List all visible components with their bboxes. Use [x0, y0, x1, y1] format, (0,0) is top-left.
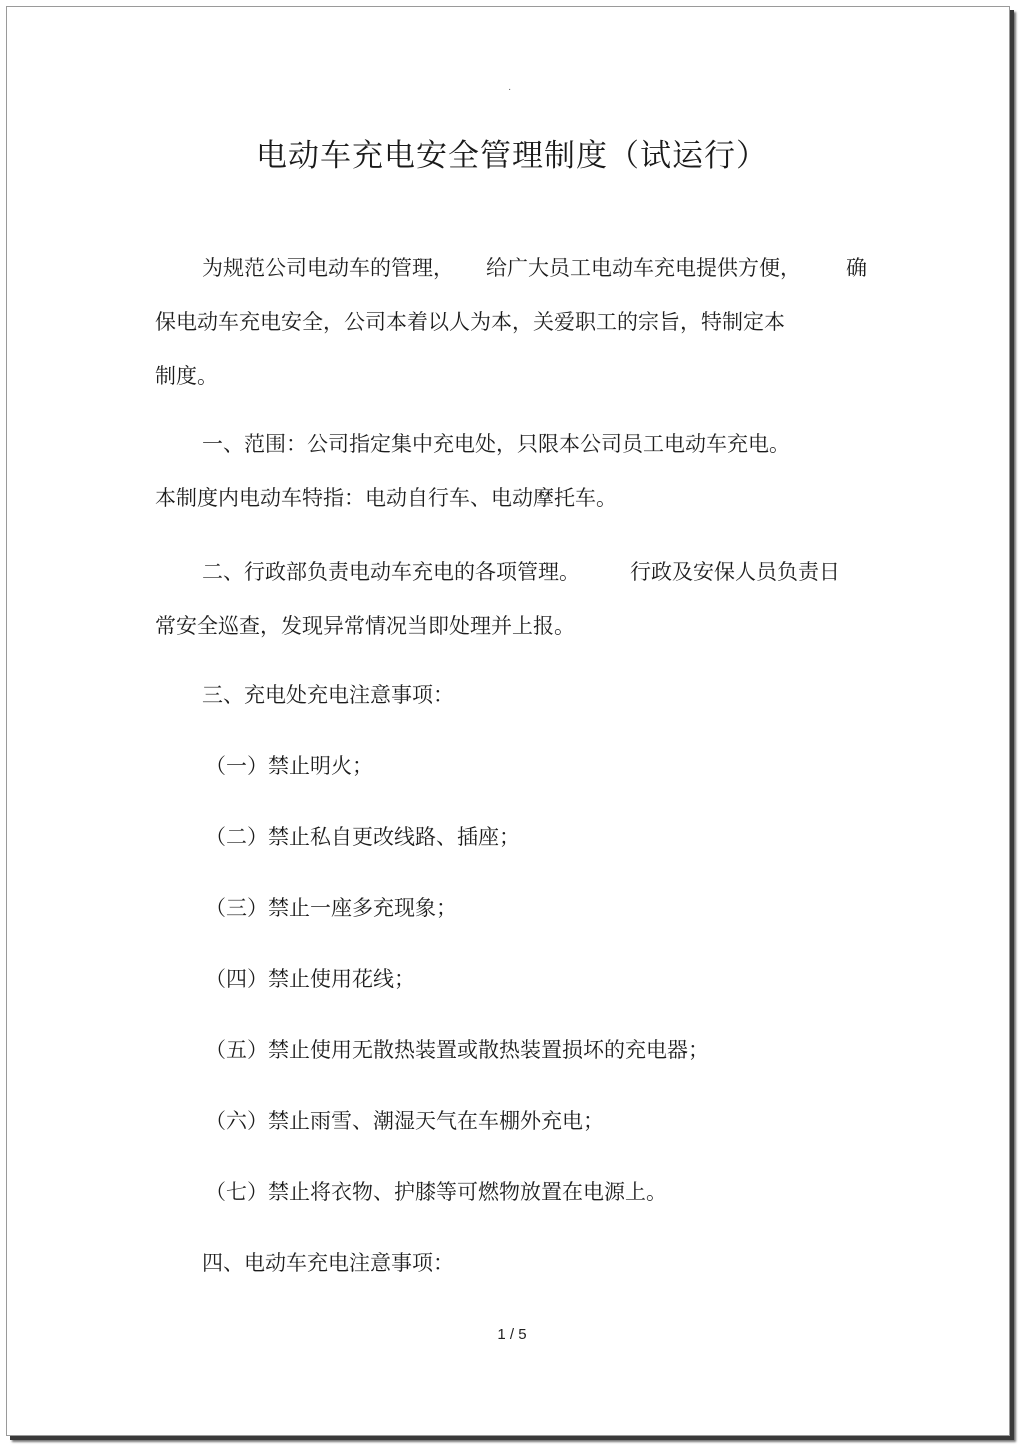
page-number: 1 / 5	[497, 1326, 527, 1343]
section-2-line-2: 常安全巡查，发现异常情况当即处理并上报。	[155, 614, 575, 638]
intro-line-1-part-2: 给广大员工电动车充电提供方便，	[486, 256, 801, 280]
document-title: 电动车充电安全管理制度（试运行）	[256, 138, 768, 174]
section-3-item: （四）禁止使用花线；	[205, 967, 415, 991]
intro-line-1-part-1: 为规范公司电动车的管理，	[202, 256, 454, 280]
section-1-line-2: 本制度内电动车特指：电动自行车、电动摩托车。	[155, 486, 617, 510]
document-page	[6, 6, 1010, 1436]
section-3-item: （六）禁止雨雪、潮湿天气在车棚外充电；	[205, 1109, 604, 1133]
section-2-line-1-part-1: 二、行政部负责电动车充电的各项管理。	[202, 560, 580, 584]
section-3-item: （七）禁止将衣物、护膝等可燃物放置在电源上。	[205, 1180, 667, 1204]
intro-line-1-part-3: 确	[846, 256, 867, 280]
section-4-heading: 四、电动车充电注意事项：	[202, 1251, 454, 1275]
section-3-item: （二）禁止私自更改线路、插座；	[205, 825, 520, 849]
section-1-line-1: 一、范围：公司指定集中充电处，只限本公司员工电动车充电。	[202, 432, 790, 456]
intro-line-3: 制度。	[155, 364, 218, 388]
section-3-item: （三）禁止一座多充现象；	[205, 896, 457, 920]
intro-line-2: 保电动车充电安全，公司本着以人为本，关爱职工的宗旨，特制定本	[155, 310, 785, 334]
section-3-heading: 三、充电处充电注意事项：	[202, 683, 454, 707]
section-3-item: （五）禁止使用无散热装置或散热装置损坏的充电器；	[205, 1038, 709, 1062]
header-mark: ·	[508, 84, 512, 95]
section-3-item: （一）禁止明火；	[205, 754, 373, 778]
section-2-line-1-part-2: 行政及安保人员负责日	[630, 560, 840, 584]
